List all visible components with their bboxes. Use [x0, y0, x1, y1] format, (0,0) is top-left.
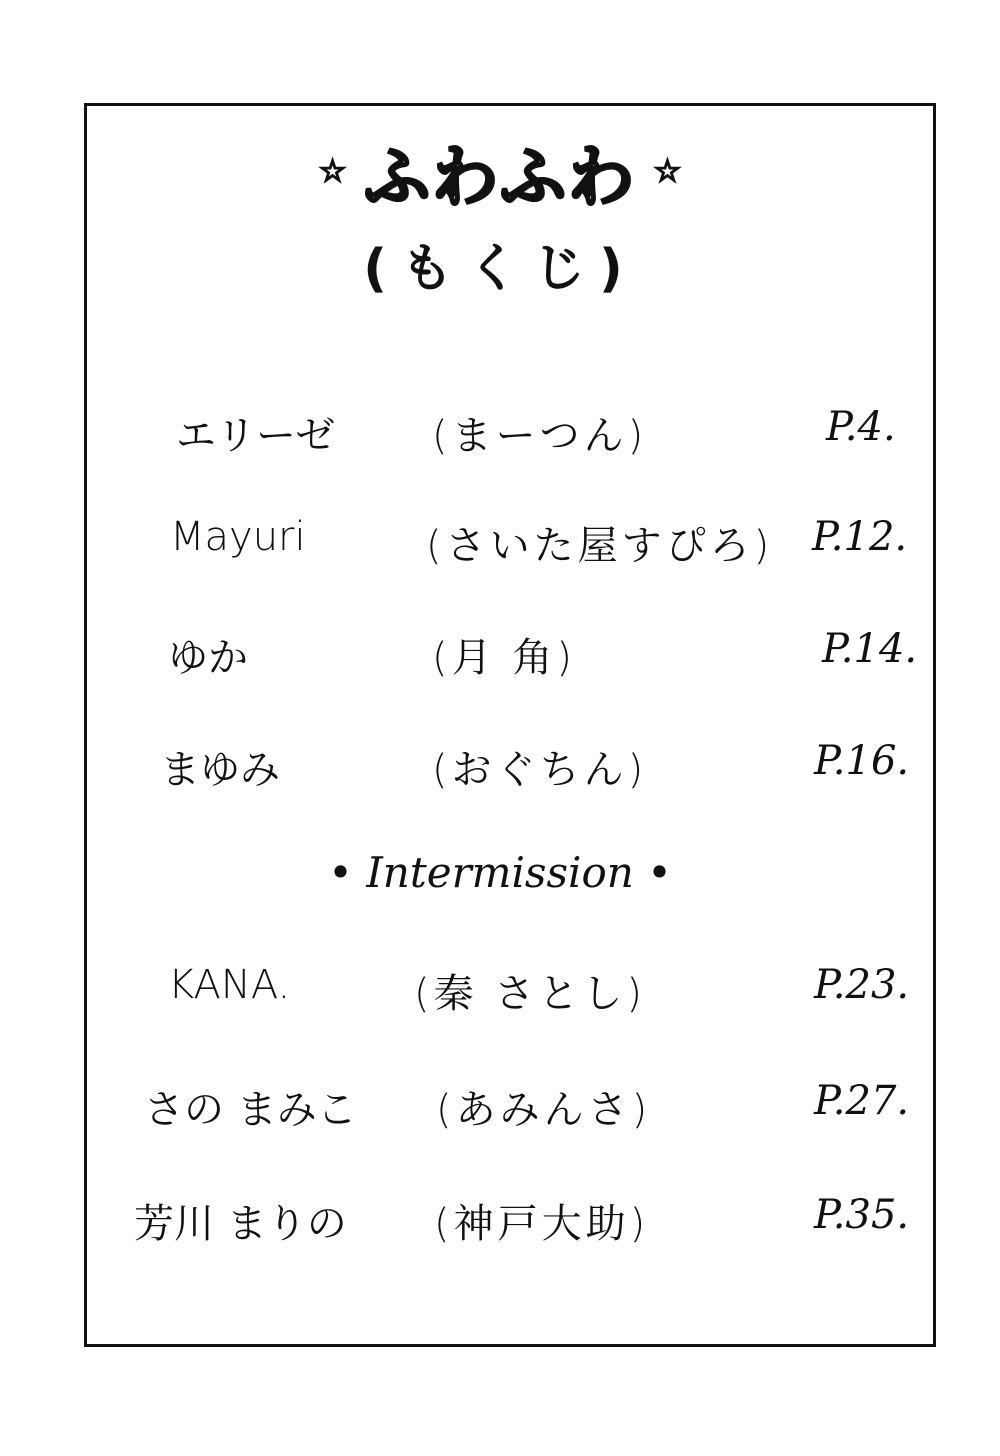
story-title: さの まみこ [144, 1087, 357, 1133]
story-author: (月 角) [432, 635, 576, 681]
toc-entry [0, 962, 1000, 1032]
story-title: まゆみ [160, 747, 280, 793]
story-page: P.23. [814, 962, 910, 1008]
story-author: (秦 さとし) [414, 971, 646, 1017]
intermission-label: • Intermission • [328, 848, 672, 897]
story-page: P.4. [826, 404, 896, 450]
toc-entry [0, 404, 1000, 474]
story-title: ゆか [168, 635, 248, 681]
story-author: (神戸大助) [434, 1201, 650, 1247]
toc-entry [0, 1192, 1000, 1262]
story-author: (まーつん) [432, 413, 648, 459]
story-title: KANA. [168, 962, 291, 1008]
story-page: P.35. [814, 1192, 910, 1238]
star-right-icon: ☆ [654, 153, 681, 189]
story-author: (さいた屋すぴろ) [426, 523, 774, 569]
toc-heading: (もくじ) [363, 239, 637, 299]
book-title: ふわふわ [364, 138, 636, 216]
title-row [0, 116, 1000, 226]
toc-entry [0, 1078, 1000, 1148]
story-page: P.14. [822, 626, 918, 672]
toc-entry [0, 738, 1000, 808]
toc-entry [0, 626, 1000, 696]
toc-entry [0, 514, 1000, 584]
story-page: P.27. [814, 1078, 910, 1124]
story-page: P.16. [814, 738, 910, 784]
star-left-icon: ☆ [319, 153, 346, 189]
story-title: エリーゼ [176, 413, 336, 459]
story-title: 芳川 まりの [134, 1201, 347, 1247]
story-author: (おぐちん) [432, 747, 648, 793]
story-title: Mayuri [170, 514, 306, 560]
story-page: P.12. [812, 514, 908, 560]
story-author: (あみんさ) [436, 1087, 652, 1133]
